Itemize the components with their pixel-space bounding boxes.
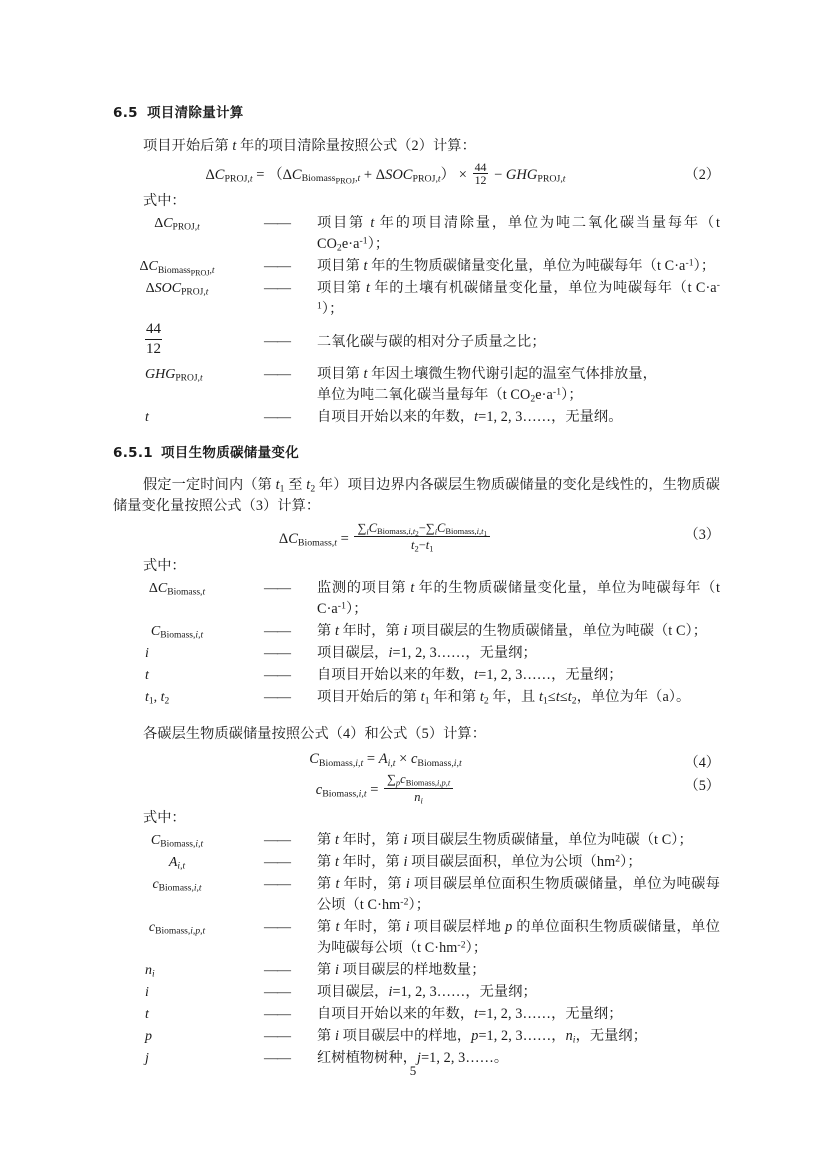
definition-term: $\Delta C_{Biomass,t}$ (148, 581, 206, 599)
formula-3-body: $\Delta C_{Biomass,t}$ = $\frac{\sum_iC_{Biomass,i,t_2}-\sum_iC_{Biomass,i,t_1}}{t_2-t_1}$ (113, 521, 658, 553)
definition-list-6-5-1-b (113, 830, 720, 1069)
shizhong-label-2: 式中： (143, 558, 186, 575)
definition-term: j (145, 1051, 149, 1067)
definition-row (113, 852, 720, 873)
definition-term: $t_1$, $t_2$ (145, 690, 170, 708)
definition-row (113, 1026, 720, 1047)
definition-row (113, 278, 720, 320)
definition-dash: —— (264, 855, 290, 871)
definition-term: $\Delta SOC_{PROJ,t}$ (145, 280, 209, 298)
definition-description: 项目碳层，i=1, 2, 3……，无量纲； (317, 984, 537, 1001)
definition-dash: —— (264, 581, 290, 597)
definition-term: i (145, 646, 149, 662)
definition-term: $c_{Biomass,i,p,t}$ (148, 920, 206, 937)
definition-row (113, 982, 720, 1003)
formula-2-number: （2） (684, 166, 720, 183)
definition-description: 第 t 年时，第 i 项目碳层单位面积生物质碳储量，单位为吨碳每公顷（t $C\cdot hm^{-2}$）； (317, 876, 721, 914)
definition-row (113, 1004, 720, 1025)
definition-description: 项目碳层，i=1, 2, 3……，无量纲； (317, 645, 537, 662)
formula-5-number: （5） (684, 778, 720, 795)
definition-row (113, 213, 720, 255)
definition-description: 自项目开始以来的年数，t=1, 2, 3……，无量纲； (317, 1006, 623, 1023)
definition-description: 项目第 t 年的项目清除量，单位为吨二氧化碳当量每年（t $CO_2e\cdot a^{-1}$）； (317, 214, 720, 254)
paragraph-6-5-intro: 项目开始后第 t 年的项目清除量按照公式（2）计算： (143, 137, 476, 154)
heading-6-5 (113, 104, 720, 123)
paragraph-6-5-1-intro: 假定一定时间内（第 $t_1$ 至 $t_2$ 年）项目边界内各碳层生物质碳储量的变化是线性的，生物质碳储量变化量按照公式（3）计算： (113, 476, 720, 514)
formula-4-row (113, 749, 720, 772)
definition-description: 第 i 项目碳层中的样地，p=1, 2, 3……，$n_i$，无量纲； (317, 1028, 648, 1046)
definition-description: 项目第 t 年的生物质碳储量变化量，单位为吨碳每年（t $C\cdot a^{-1}$）； (317, 257, 716, 274)
heading-6-5-1-number: 6.5.1 (113, 444, 153, 461)
definition-term: $\Delta C_{Biomass_{PROJ},t}$ (139, 258, 215, 277)
shizhong-label-1: 式中： (143, 192, 186, 209)
definition-dash: —— (264, 963, 290, 979)
definition-description: 红树植物树种，j=1, 2, 3……。 (317, 1050, 509, 1067)
page-number: 5 (409, 1063, 417, 1078)
definition-row (113, 407, 720, 428)
definition-dash: —— (264, 624, 290, 640)
page-content (113, 104, 720, 1071)
definition-dash: —— (264, 409, 290, 425)
heading-6-5-title: 项目清除量计算 (147, 105, 244, 121)
definition-row (113, 960, 720, 981)
definition-description: 自项目开始以来的年数，t=1, 2, 3……，无量纲； (317, 667, 623, 684)
definition-term: $C_{Biomass,i,t}$ (150, 833, 204, 850)
definition-list-6-5 (113, 213, 720, 428)
definition-description: 第 t 年时，第 i 项目碳层面积，单位为公顷$(hm^2)$； (317, 853, 642, 871)
definition-dash: —— (264, 258, 290, 274)
definition-dash: —— (264, 668, 290, 684)
definition-description: 监测的项目第 t 年的生物质碳储量变化量，单位为吨碳每年（t $C\cdot a^{-1}$）； (317, 580, 720, 618)
formula-3-number: （3） (684, 526, 720, 543)
definition-description: 项目开始后的第 $t_1$ 年和第 $t_2$ 年，且 $t_1\le t\le t_2$，单位为年（a）。 (317, 689, 691, 708)
definition-dash: —— (264, 333, 290, 349)
definition-row (113, 917, 720, 959)
formula-4-body: $C_{Biomass,i,t} = A_{i,t} \times c_{Biomass,i,t}$ (309, 751, 462, 770)
definition-term: t (145, 409, 149, 425)
definition-description: 二氧化碳与碳的相对分子质量之比； (317, 333, 546, 350)
definition-dash: —— (264, 1051, 290, 1067)
definition-row (113, 830, 720, 851)
definition-row (113, 364, 720, 406)
definition-description: 第 t 年时，第 i 项目碳层样地 p 的单位面积生物质碳储量，单位为吨碳每公顷（t $C\cdot hm^{-2}$）； (317, 919, 720, 957)
definition-term: $\Delta C_{PROJ,t}$ (154, 215, 200, 233)
definition-term: $C_{Biomass,i,t}$ (150, 624, 204, 642)
definition-dash: —— (264, 366, 290, 382)
definition-description: 第 t 年时，第 i 项目碳层的生物质碳储量，单位为吨碳（t C）； (317, 623, 708, 640)
definition-row (113, 665, 720, 686)
heading-6-5-1-title: 项目生物质碳储量变化 (161, 444, 299, 461)
heading-6-5-number: 6.5 (113, 105, 138, 121)
definition-term: $c_{Biomass,i,t}$ (152, 877, 202, 894)
definition-term: $GHG_{PROJ,t}$ (145, 366, 203, 384)
definition-term: $A_{i,t}$ (168, 855, 186, 872)
definition-dash: —— (264, 215, 290, 231)
definition-dash: —— (264, 690, 290, 706)
definition-dash: —— (264, 646, 290, 662)
definition-list-6-5-1-a (113, 578, 720, 708)
definition-row-fraction (113, 321, 720, 363)
definition-row (113, 687, 720, 708)
definition-description: 项目第 t 年因土壤微生物代谢引起的温室气体排放量， 单位为吨二氧化碳当量每年（t $CO_2e\cdot a^{-1}$）； (317, 365, 657, 405)
definition-row (113, 621, 720, 642)
definition-dash: —— (264, 920, 290, 936)
formula-5-body: $c_{Biomass,i,t}$ = $\frac{\sum_pc_{Biomass,i,p,t}}{n_i}$ (113, 772, 658, 804)
definition-dash: —— (264, 1007, 290, 1023)
definition-term: i (145, 985, 149, 1001)
definition-description: 第 t 年时，第 i 项目碳层生物质碳储量，单位为吨碳（t C）； (317, 832, 693, 849)
shizhong-label-3: 式中： (143, 810, 186, 827)
definition-description: 第 i 项目碳层的样地数量； (317, 962, 486, 979)
definition-dash: —— (264, 877, 290, 893)
definition-term: t (145, 668, 149, 684)
formula-2-body: $\Delta C_{PROJ,t} = (\Delta C_{Biomass_{PROJ},t} + \Delta SOC_{PROJ,t})$ × $\frac{44}{12}$ − $GHG_{PROJ,t}$ (205, 159, 566, 188)
definition-term: $\frac{44}{12}$ (146, 320, 161, 357)
definition-row (113, 643, 720, 664)
definition-description: 项目第 t 年的土壤有机碳储量变化量，单位为吨碳每年（t $C\cdot a^{-1}$）； (317, 279, 720, 317)
definition-dash: —— (264, 280, 290, 296)
definition-description: 自项目开始以来的年数，t=1, 2, 3……，无量纲。 (317, 408, 623, 425)
definition-dash: —— (264, 833, 290, 849)
definition-term: t (145, 1007, 149, 1023)
definition-dash: —— (264, 1029, 290, 1045)
formula-5-row (113, 772, 720, 804)
formula-2-row (113, 161, 720, 187)
definition-dash: —— (264, 985, 290, 1001)
definition-row (113, 256, 720, 277)
definition-term: p (145, 1029, 152, 1045)
definition-row (113, 874, 720, 916)
heading-6-5-1 (113, 444, 720, 463)
definition-term: $n_i$ (145, 963, 155, 980)
definition-row (113, 578, 720, 620)
formula-4-number: （4） (684, 755, 720, 772)
paragraph-6-5-1-intro2: 各碳层生物质碳储量按照公式（4）和公式（5）计算： (143, 726, 487, 743)
formula-3-row (113, 521, 720, 553)
